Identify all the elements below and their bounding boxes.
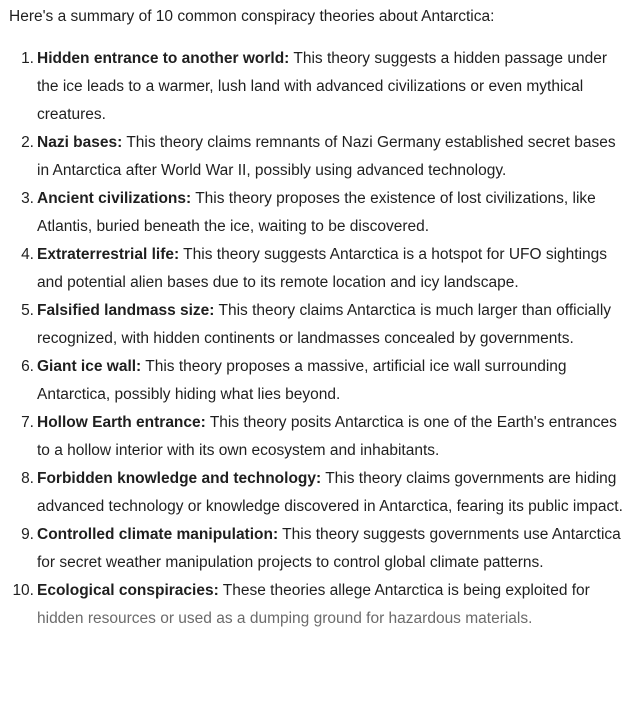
item-description: These theories allege Antarctica is being exploited for bbox=[218, 582, 590, 599]
intro-text: Here's a summary of 10 common conspiracy theories about Antarctica: bbox=[9, 8, 495, 25]
list-item bbox=[9, 129, 631, 185]
list-item bbox=[9, 241, 631, 297]
item-number: 2. bbox=[21, 134, 34, 151]
item-description-faded: hidden resources or used as a dumping ground for hazardous materials. bbox=[37, 610, 533, 627]
theory-list bbox=[9, 45, 631, 633]
list-item bbox=[9, 297, 631, 353]
item-description: This theory claims remnants of Nazi Germany established secret bases in Antarctica after World War II, possibly using advanced technology. bbox=[37, 134, 616, 179]
list-item bbox=[9, 577, 631, 633]
item-number: 4. bbox=[21, 246, 34, 263]
item-number: 1. bbox=[21, 50, 34, 67]
item-number: 9. bbox=[21, 526, 34, 543]
item-description: This theory suggests Antarctica is a hotspot for UFO sightings and potential alien bases due to its remote location and icy landscape. bbox=[37, 246, 608, 291]
item-number: 7. bbox=[21, 414, 34, 431]
item-title: Nazi bases: bbox=[37, 134, 123, 151]
item-title: Ancient civilizations: bbox=[37, 190, 192, 207]
item-title: Hollow Earth entrance: bbox=[37, 414, 206, 431]
item-description: This theory claims governments are hiding advanced technology or knowledge discovered in Antarctica, fearing its public impact. bbox=[37, 470, 623, 515]
item-description: This theory suggests a hidden passage under the ice leads to a warmer, lush land with advanced civilizations or even mythical creatures. bbox=[37, 50, 608, 123]
list-item bbox=[9, 521, 631, 577]
item-description: This theory proposes a massive, artificial ice wall surrounding Antarctica, possibly hiding what lies beyond. bbox=[37, 358, 567, 403]
item-description: This theory posits Antarctica is one of the Earth's entrances to a hollow interior with its own ecosystem and inhabitants. bbox=[37, 414, 617, 459]
item-title: Giant ice wall: bbox=[37, 358, 142, 375]
item-number: 10. bbox=[12, 582, 34, 599]
item-description: This theory suggests governments use Antarctica for secret weather manipulation projects to control global climate patterns. bbox=[37, 526, 621, 571]
item-title: Hidden entrance to another world: bbox=[37, 50, 290, 67]
list-item bbox=[9, 353, 631, 409]
item-title: Extraterrestrial life: bbox=[37, 246, 180, 263]
item-description: This theory claims Antarctica is much larger than officially recognized, with hidden continents or landmasses concealed by governments. bbox=[37, 302, 612, 347]
list-item bbox=[9, 409, 631, 465]
item-number: 3. bbox=[21, 190, 34, 207]
item-title: Forbidden knowledge and technology: bbox=[37, 470, 322, 487]
item-title: Falsified landmass size: bbox=[37, 302, 215, 319]
list-item bbox=[9, 465, 631, 521]
item-number: 5. bbox=[21, 302, 34, 319]
item-number: 6. bbox=[21, 358, 34, 375]
item-title: Controlled climate manipulation: bbox=[37, 526, 279, 543]
item-number: 8. bbox=[21, 470, 34, 487]
item-description: This theory proposes the existence of lost civilizations, like Atlantis, buried beneath the ice, waiting to be discovered. bbox=[37, 190, 596, 235]
item-title: Ecological conspiracies: bbox=[37, 582, 219, 599]
list-item bbox=[9, 185, 631, 241]
list-item bbox=[9, 45, 631, 129]
